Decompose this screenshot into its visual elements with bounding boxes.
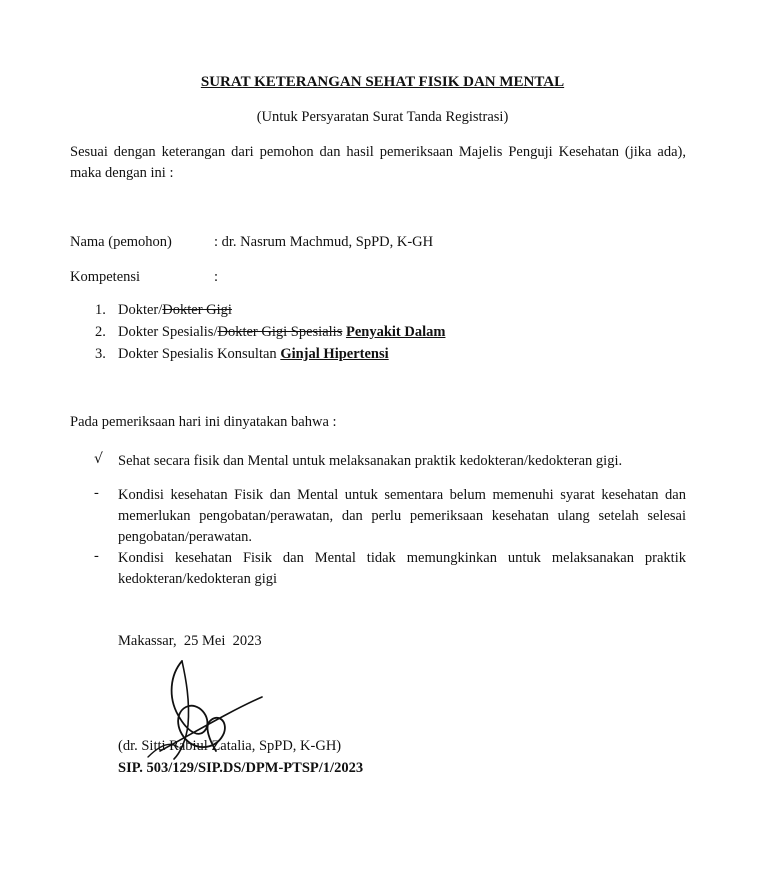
applicant-name-value: : dr. Nasrum Machmud, SpPD, K-GH <box>214 234 434 250</box>
competency-text: Dokter Spesialis Konsultan <box>118 346 281 362</box>
competency-item-2 <box>95 324 445 341</box>
struck-text: Dokter Gigi <box>162 302 232 318</box>
competency-number: 3. <box>95 346 106 362</box>
document-title: SURAT KETERANGAN SEHAT FISIK DAN MENTAL <box>200 74 565 90</box>
signer-sip: SIP. 503/129/SIP.DS/DPM-PTSP/1/2023 <box>118 760 364 776</box>
document-subtitle: (Untuk Persyaratan Surat Tanda Registrasi) <box>256 109 509 125</box>
competency-colon: : <box>214 269 219 285</box>
competency-text: Dokter Spesialis/ <box>118 324 218 340</box>
competency-label: Kompetensi <box>70 269 141 285</box>
place-date: Makassar, 25 Mei 2023 <box>118 633 262 649</box>
signature-image <box>140 655 265 765</box>
specialty-text: Ginjal Hipertensi <box>280 346 389 362</box>
statement-healthy: Sehat secara fisik dan Mental untuk melaksanakan praktik kedokteran/kedokteran gigi. <box>118 453 623 469</box>
statement-temporary: Kondisi kesehatan Fisik dan Mental untuk sementara belum memenuhi syarat kesehatan dan memerlukan pengobatan/perawatan, dan perlu pemeriksaan kesehatan ulang setelah selesai pengobatan/perawatan. <box>118 487 686 545</box>
competency-item-1 <box>95 302 232 319</box>
dash-bullet: - <box>94 485 99 501</box>
competency-number: 2. <box>95 324 106 340</box>
competency-item-3 <box>95 346 389 363</box>
intro-paragraph: Sesuai dengan keterangan dari pemohon dan hasil pemeriksaan Majelis Penguji Kesehatan (jika ada), maka dengan ini : <box>70 144 686 181</box>
competency-number: 1. <box>95 302 106 318</box>
signer-name: (dr. Sitti Rabiul Zatalia, SpPD, K-GH) <box>118 738 342 754</box>
applicant-name-label: Nama (pemohon) <box>70 234 172 250</box>
competency-text: Dokter/ <box>118 302 163 318</box>
statement-intro: Pada pemeriksaan hari ini dinyatakan bahwa : <box>70 414 337 430</box>
check-mark-icon: √ <box>94 451 103 467</box>
dash-bullet: - <box>94 548 99 564</box>
statement-unfit: Kondisi kesehatan Fisik dan Mental tidak memungkinkan untuk melaksanakan praktik kedokteran/kedokteran gigi <box>118 550 686 587</box>
struck-text: Dokter Gigi Spesialis <box>217 324 343 340</box>
specialty-text: Penyakit Dalam <box>345 324 446 340</box>
